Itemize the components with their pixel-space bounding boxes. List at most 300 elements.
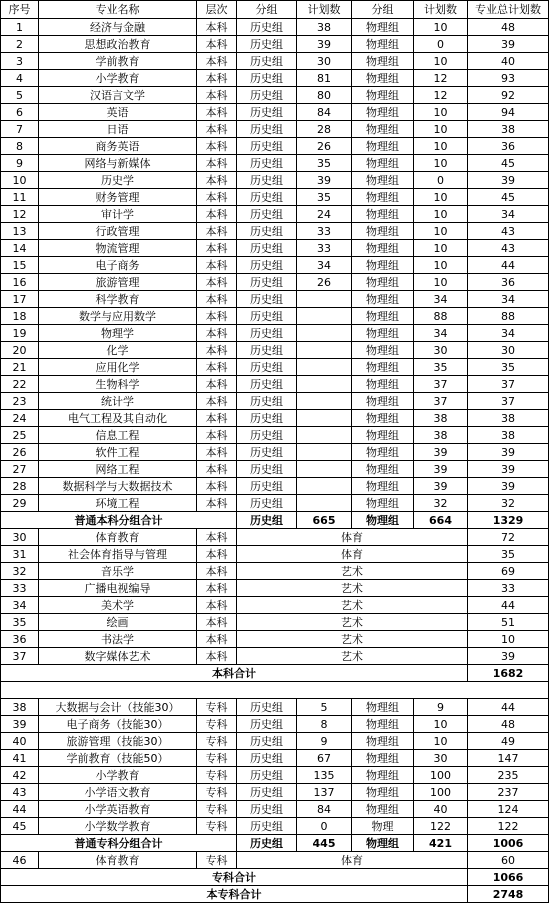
cell-level: 本科 (197, 376, 237, 393)
cell-group2: 物理组 (352, 461, 414, 478)
cell-total: 36 (468, 274, 549, 291)
cell-name: 生物科学 (39, 376, 197, 393)
cell-level: 本科 (197, 87, 237, 104)
cell-group2: 物理组 (352, 87, 414, 104)
table-row (1, 750, 549, 767)
cell-group2: 物理组 (352, 376, 414, 393)
cell-name: 电气工程及其自动化 (39, 410, 197, 427)
cell-total: 39 (468, 36, 549, 53)
cell-group2: 物理组 (352, 750, 414, 767)
cell-total: 39 (468, 172, 549, 189)
cell-name: 财务管理 (39, 189, 197, 206)
cell-group1: 历史组 (237, 461, 297, 478)
cell-plan2: 39 (414, 478, 468, 495)
cell-seq: 3 (1, 53, 39, 70)
cell-level: 专科 (197, 801, 237, 818)
cell-group2: 物理组 (352, 36, 414, 53)
cell-plan1: 39 (297, 36, 352, 53)
cell-seq: 34 (1, 597, 39, 614)
cell-plan1: 26 (297, 138, 352, 155)
cell-seq: 2 (1, 36, 39, 53)
cell-name: 网络工程 (39, 461, 197, 478)
cell-plan1: 39 (297, 172, 352, 189)
header-level: 层次 (197, 1, 237, 19)
cell-plan2: 10 (414, 155, 468, 172)
cell-seq: 23 (1, 393, 39, 410)
cell-level: 本科 (197, 70, 237, 87)
cell-category: 艺术 (237, 597, 468, 614)
cell-plan1 (297, 410, 352, 427)
cell-total: 45 (468, 155, 549, 172)
cell-plan1 (297, 342, 352, 359)
cell-level: 本科 (197, 104, 237, 121)
cell-name: 汉语言文学 (39, 87, 197, 104)
cell-name: 小学数学教育 (39, 818, 197, 835)
cell-total: 93 (468, 70, 549, 87)
cell-name: 信息工程 (39, 427, 197, 444)
table-row (1, 784, 549, 801)
cell-plan2: 34 (414, 291, 468, 308)
subtotal-label: 普通本科分组合计 (1, 512, 237, 529)
cell-group2: 物理组 (352, 393, 414, 410)
cell-plan2: 10 (414, 274, 468, 291)
cell-seq: 21 (1, 359, 39, 376)
cell-group1: 历史组 (237, 699, 297, 716)
cell-level: 本科 (197, 274, 237, 291)
cell-seq: 12 (1, 206, 39, 223)
cell-seq: 8 (1, 138, 39, 155)
cell-total: 37 (468, 376, 549, 393)
cell-seq: 28 (1, 478, 39, 495)
table-row (1, 852, 549, 869)
cell-group2: 物理组 (352, 121, 414, 138)
cell-plan1 (297, 444, 352, 461)
cell-plan1 (297, 393, 352, 410)
cell-plan2: 37 (414, 393, 468, 410)
total-value: 1682 (468, 665, 549, 682)
cell-plan2: 39 (414, 461, 468, 478)
cell-level: 专科 (197, 767, 237, 784)
cell-name: 音乐学 (39, 563, 197, 580)
cell-group2: 物理组 (352, 257, 414, 274)
cell-total: 94 (468, 104, 549, 121)
cell-plan1: 24 (297, 206, 352, 223)
total-label: 专科合计 (1, 869, 468, 886)
cell-group1: 历史组 (237, 325, 297, 342)
cell-name: 美术学 (39, 597, 197, 614)
cell-seq: 7 (1, 121, 39, 138)
cell-category: 艺术 (237, 563, 468, 580)
cell-plan1 (297, 461, 352, 478)
cell-seq: 13 (1, 223, 39, 240)
cell-group1: 历史组 (237, 240, 297, 257)
cell-name: 应用化学 (39, 359, 197, 376)
subtotal-group1: 历史组 (237, 512, 297, 529)
cell-group2: 物理组 (352, 155, 414, 172)
cell-group2: 物理组 (352, 444, 414, 461)
cell-group1: 历史组 (237, 172, 297, 189)
cell-level: 本科 (197, 206, 237, 223)
cell-group2: 物理组 (352, 784, 414, 801)
cell-level: 专科 (197, 784, 237, 801)
cell-group1: 历史组 (237, 206, 297, 223)
cell-group2: 物理组 (352, 716, 414, 733)
cell-plan2: 0 (414, 36, 468, 53)
cell-group1: 历史组 (237, 716, 297, 733)
cell-total: 38 (468, 410, 549, 427)
cell-seq: 27 (1, 461, 39, 478)
total-label: 本专科合计 (1, 886, 468, 903)
cell-seq: 35 (1, 614, 39, 631)
cell-plan2: 9 (414, 699, 468, 716)
subtotal-plan2: 664 (414, 512, 468, 529)
cell-plan2: 10 (414, 189, 468, 206)
table-row (1, 597, 549, 614)
cell-seq: 10 (1, 172, 39, 189)
cell-level: 本科 (197, 597, 237, 614)
cell-plan2: 12 (414, 87, 468, 104)
cell-level: 专科 (197, 852, 237, 869)
cell-category: 体育 (237, 546, 468, 563)
cell-total: 32 (468, 495, 549, 512)
cell-category: 艺术 (237, 580, 468, 597)
cell-plan2: 122 (414, 818, 468, 835)
cell-level: 本科 (197, 529, 237, 546)
cell-level: 本科 (197, 495, 237, 512)
cell-group1: 历史组 (237, 495, 297, 512)
table-row (1, 427, 549, 444)
table-row (1, 70, 549, 87)
table-row (1, 359, 549, 376)
subtotal-plan1: 665 (297, 512, 352, 529)
cell-name: 绘画 (39, 614, 197, 631)
cell-plan1 (297, 427, 352, 444)
table-row (1, 410, 549, 427)
header-row (1, 1, 549, 19)
cell-total: 48 (468, 19, 549, 36)
cell-total: 30 (468, 342, 549, 359)
cell-level: 本科 (197, 53, 237, 70)
cell-group2: 物理组 (352, 733, 414, 750)
subtotal-label: 普通专科分组合计 (1, 835, 237, 852)
table-row (1, 189, 549, 206)
cell-group1: 历史组 (237, 393, 297, 410)
table-row (1, 699, 549, 716)
table-row (1, 308, 549, 325)
cell-plan1 (297, 308, 352, 325)
cell-plan1 (297, 376, 352, 393)
cell-category: 艺术 (237, 648, 468, 665)
cell-category: 艺术 (237, 614, 468, 631)
cell-level: 本科 (197, 308, 237, 325)
cell-total: 35 (468, 546, 549, 563)
cell-level: 本科 (197, 257, 237, 274)
header-seq: 序号 (1, 1, 39, 19)
cell-name: 电子商务 (39, 257, 197, 274)
cell-plan2: 100 (414, 767, 468, 784)
cell-seq: 11 (1, 189, 39, 206)
cell-plan1: 8 (297, 716, 352, 733)
table-row (1, 53, 549, 70)
cell-plan1 (297, 325, 352, 342)
cell-plan1: 137 (297, 784, 352, 801)
cell-plan2: 30 (414, 750, 468, 767)
cell-total: 34 (468, 206, 549, 223)
table-row (1, 716, 549, 733)
cell-total: 34 (468, 325, 549, 342)
cell-level: 本科 (197, 36, 237, 53)
cell-level: 专科 (197, 750, 237, 767)
grand-total-row (1, 869, 549, 886)
cell-name: 环境工程 (39, 495, 197, 512)
cell-name: 数字媒体艺术 (39, 648, 197, 665)
cell-group1: 历史组 (237, 376, 297, 393)
cell-seq: 40 (1, 733, 39, 750)
cell-total: 39 (468, 478, 549, 495)
cell-total: 39 (468, 648, 549, 665)
cell-plan2: 10 (414, 19, 468, 36)
grand-total-row (1, 665, 549, 682)
cell-seq: 20 (1, 342, 39, 359)
cell-plan2: 38 (414, 410, 468, 427)
cell-seq: 15 (1, 257, 39, 274)
cell-group2: 物理组 (352, 308, 414, 325)
cell-group2: 物理组 (352, 138, 414, 155)
cell-name: 书法学 (39, 631, 197, 648)
cell-seq: 14 (1, 240, 39, 257)
cell-group1: 历史组 (237, 291, 297, 308)
group-subtotal-row (1, 835, 549, 852)
cell-plan1: 84 (297, 104, 352, 121)
cell-plan2: 10 (414, 223, 468, 240)
table-row (1, 206, 549, 223)
cell-plan1: 30 (297, 53, 352, 70)
cell-plan2: 10 (414, 733, 468, 750)
cell-total: 122 (468, 818, 549, 835)
cell-total: 44 (468, 257, 549, 274)
cell-level: 本科 (197, 240, 237, 257)
cell-group1: 历史组 (237, 70, 297, 87)
cell-seq: 5 (1, 87, 39, 104)
subtotal-group2: 物理组 (352, 512, 414, 529)
table-row (1, 36, 549, 53)
cell-plan1: 80 (297, 87, 352, 104)
cell-name: 经济与金融 (39, 19, 197, 36)
cell-group2: 物理组 (352, 206, 414, 223)
spacer-cell (1, 682, 549, 699)
cell-level: 本科 (197, 172, 237, 189)
cell-total: 237 (468, 784, 549, 801)
cell-group1: 历史组 (237, 53, 297, 70)
subtotal-total: 1006 (468, 835, 549, 852)
header-group2: 分组 (352, 1, 414, 19)
cell-total: 124 (468, 801, 549, 818)
table-row (1, 325, 549, 342)
cell-plan1: 5 (297, 699, 352, 716)
cell-group1: 历史组 (237, 767, 297, 784)
cell-total: 34 (468, 291, 549, 308)
cell-total: 44 (468, 597, 549, 614)
cell-level: 本科 (197, 444, 237, 461)
cell-name: 数据科学与大数据技术 (39, 478, 197, 495)
cell-total: 235 (468, 767, 549, 784)
cell-plan1: 135 (297, 767, 352, 784)
cell-seq: 46 (1, 852, 39, 869)
cell-plan1 (297, 495, 352, 512)
table-row (1, 546, 549, 563)
cell-name: 学前教育 (39, 53, 197, 70)
cell-seq: 30 (1, 529, 39, 546)
table-row (1, 733, 549, 750)
cell-group2: 物理组 (352, 274, 414, 291)
cell-seq: 17 (1, 291, 39, 308)
cell-group1: 历史组 (237, 427, 297, 444)
cell-plan2: 30 (414, 342, 468, 359)
cell-group1: 历史组 (237, 444, 297, 461)
cell-category: 体育 (237, 852, 468, 869)
cell-name: 商务英语 (39, 138, 197, 155)
cell-plan1: 33 (297, 223, 352, 240)
cell-plan2: 10 (414, 53, 468, 70)
cell-seq: 18 (1, 308, 39, 325)
cell-level: 本科 (197, 427, 237, 444)
cell-total: 51 (468, 614, 549, 631)
subtotal-group1: 历史组 (237, 835, 297, 852)
cell-plan2: 100 (414, 784, 468, 801)
cell-plan1: 35 (297, 189, 352, 206)
cell-name: 学前教育（技能50） (39, 750, 197, 767)
table-row (1, 818, 549, 835)
cell-category: 艺术 (237, 631, 468, 648)
cell-seq: 9 (1, 155, 39, 172)
table-row (1, 767, 549, 784)
cell-group2: 物理组 (352, 495, 414, 512)
cell-level: 本科 (197, 325, 237, 342)
cell-seq: 26 (1, 444, 39, 461)
cell-name: 旅游管理 (39, 274, 197, 291)
cell-total: 38 (468, 427, 549, 444)
cell-name: 软件工程 (39, 444, 197, 461)
cell-level: 本科 (197, 19, 237, 36)
cell-level: 专科 (197, 733, 237, 750)
grand-total-row (1, 886, 549, 903)
table-row (1, 444, 549, 461)
cell-group1: 历史组 (237, 257, 297, 274)
cell-name: 物理学 (39, 325, 197, 342)
cell-seq: 4 (1, 70, 39, 87)
cell-plan2: 10 (414, 240, 468, 257)
cell-group1: 历史组 (237, 274, 297, 291)
cell-name: 统计学 (39, 393, 197, 410)
cell-category: 体育 (237, 529, 468, 546)
cell-name: 小学教育 (39, 70, 197, 87)
cell-total: 69 (468, 563, 549, 580)
cell-seq: 29 (1, 495, 39, 512)
cell-plan2: 12 (414, 70, 468, 87)
cell-name: 旅游管理（技能30） (39, 733, 197, 750)
header-total: 专业总计划数 (468, 1, 549, 19)
table-row (1, 461, 549, 478)
cell-plan2: 38 (414, 427, 468, 444)
cell-total: 92 (468, 87, 549, 104)
cell-group2: 物理组 (352, 53, 414, 70)
cell-plan1: 26 (297, 274, 352, 291)
cell-total: 72 (468, 529, 549, 546)
cell-group1: 历史组 (237, 19, 297, 36)
cell-name: 广播电视编导 (39, 580, 197, 597)
subtotal-total: 1329 (468, 512, 549, 529)
cell-seq: 22 (1, 376, 39, 393)
cell-plan1: 67 (297, 750, 352, 767)
table-row (1, 172, 549, 189)
cell-seq: 41 (1, 750, 39, 767)
cell-name: 数学与应用数学 (39, 308, 197, 325)
cell-seq: 44 (1, 801, 39, 818)
cell-level: 本科 (197, 648, 237, 665)
cell-total: 44 (468, 699, 549, 716)
cell-level: 本科 (197, 189, 237, 206)
cell-plan1: 34 (297, 257, 352, 274)
cell-total: 43 (468, 240, 549, 257)
subtotal-plan1: 445 (297, 835, 352, 852)
cell-group1: 历史组 (237, 223, 297, 240)
cell-name: 行政管理 (39, 223, 197, 240)
table-row (1, 240, 549, 257)
cell-total: 35 (468, 359, 549, 376)
cell-plan2: 32 (414, 495, 468, 512)
cell-group1: 历史组 (237, 121, 297, 138)
cell-plan2: 10 (414, 121, 468, 138)
cell-plan2: 10 (414, 104, 468, 121)
cell-group1: 历史组 (237, 342, 297, 359)
cell-seq: 42 (1, 767, 39, 784)
cell-seq: 25 (1, 427, 39, 444)
cell-group1: 历史组 (237, 36, 297, 53)
cell-group1: 历史组 (237, 410, 297, 427)
cell-level: 本科 (197, 546, 237, 563)
cell-seq: 24 (1, 410, 39, 427)
cell-group2: 物理 (352, 818, 414, 835)
cell-seq: 45 (1, 818, 39, 835)
cell-total: 48 (468, 716, 549, 733)
cell-group1: 历史组 (237, 750, 297, 767)
cell-plan1: 28 (297, 121, 352, 138)
cell-level: 本科 (197, 342, 237, 359)
cell-group2: 物理组 (352, 291, 414, 308)
cell-level: 本科 (197, 223, 237, 240)
cell-level: 本科 (197, 410, 237, 427)
table-row (1, 291, 549, 308)
cell-group2: 物理组 (352, 325, 414, 342)
table-row (1, 393, 549, 410)
cell-seq: 19 (1, 325, 39, 342)
cell-name: 大数据与会计（技能30） (39, 699, 197, 716)
cell-level: 本科 (197, 631, 237, 648)
table-body (1, 19, 549, 903)
cell-name: 小学教育 (39, 767, 197, 784)
cell-plan2: 10 (414, 138, 468, 155)
cell-total: 43 (468, 223, 549, 240)
header-name: 专业名称 (39, 1, 197, 19)
cell-plan2: 35 (414, 359, 468, 376)
cell-plan1: 33 (297, 240, 352, 257)
cell-seq: 31 (1, 546, 39, 563)
cell-plan1: 81 (297, 70, 352, 87)
cell-total: 39 (468, 444, 549, 461)
cell-level: 本科 (197, 359, 237, 376)
cell-group2: 物理组 (352, 767, 414, 784)
cell-plan1 (297, 291, 352, 308)
